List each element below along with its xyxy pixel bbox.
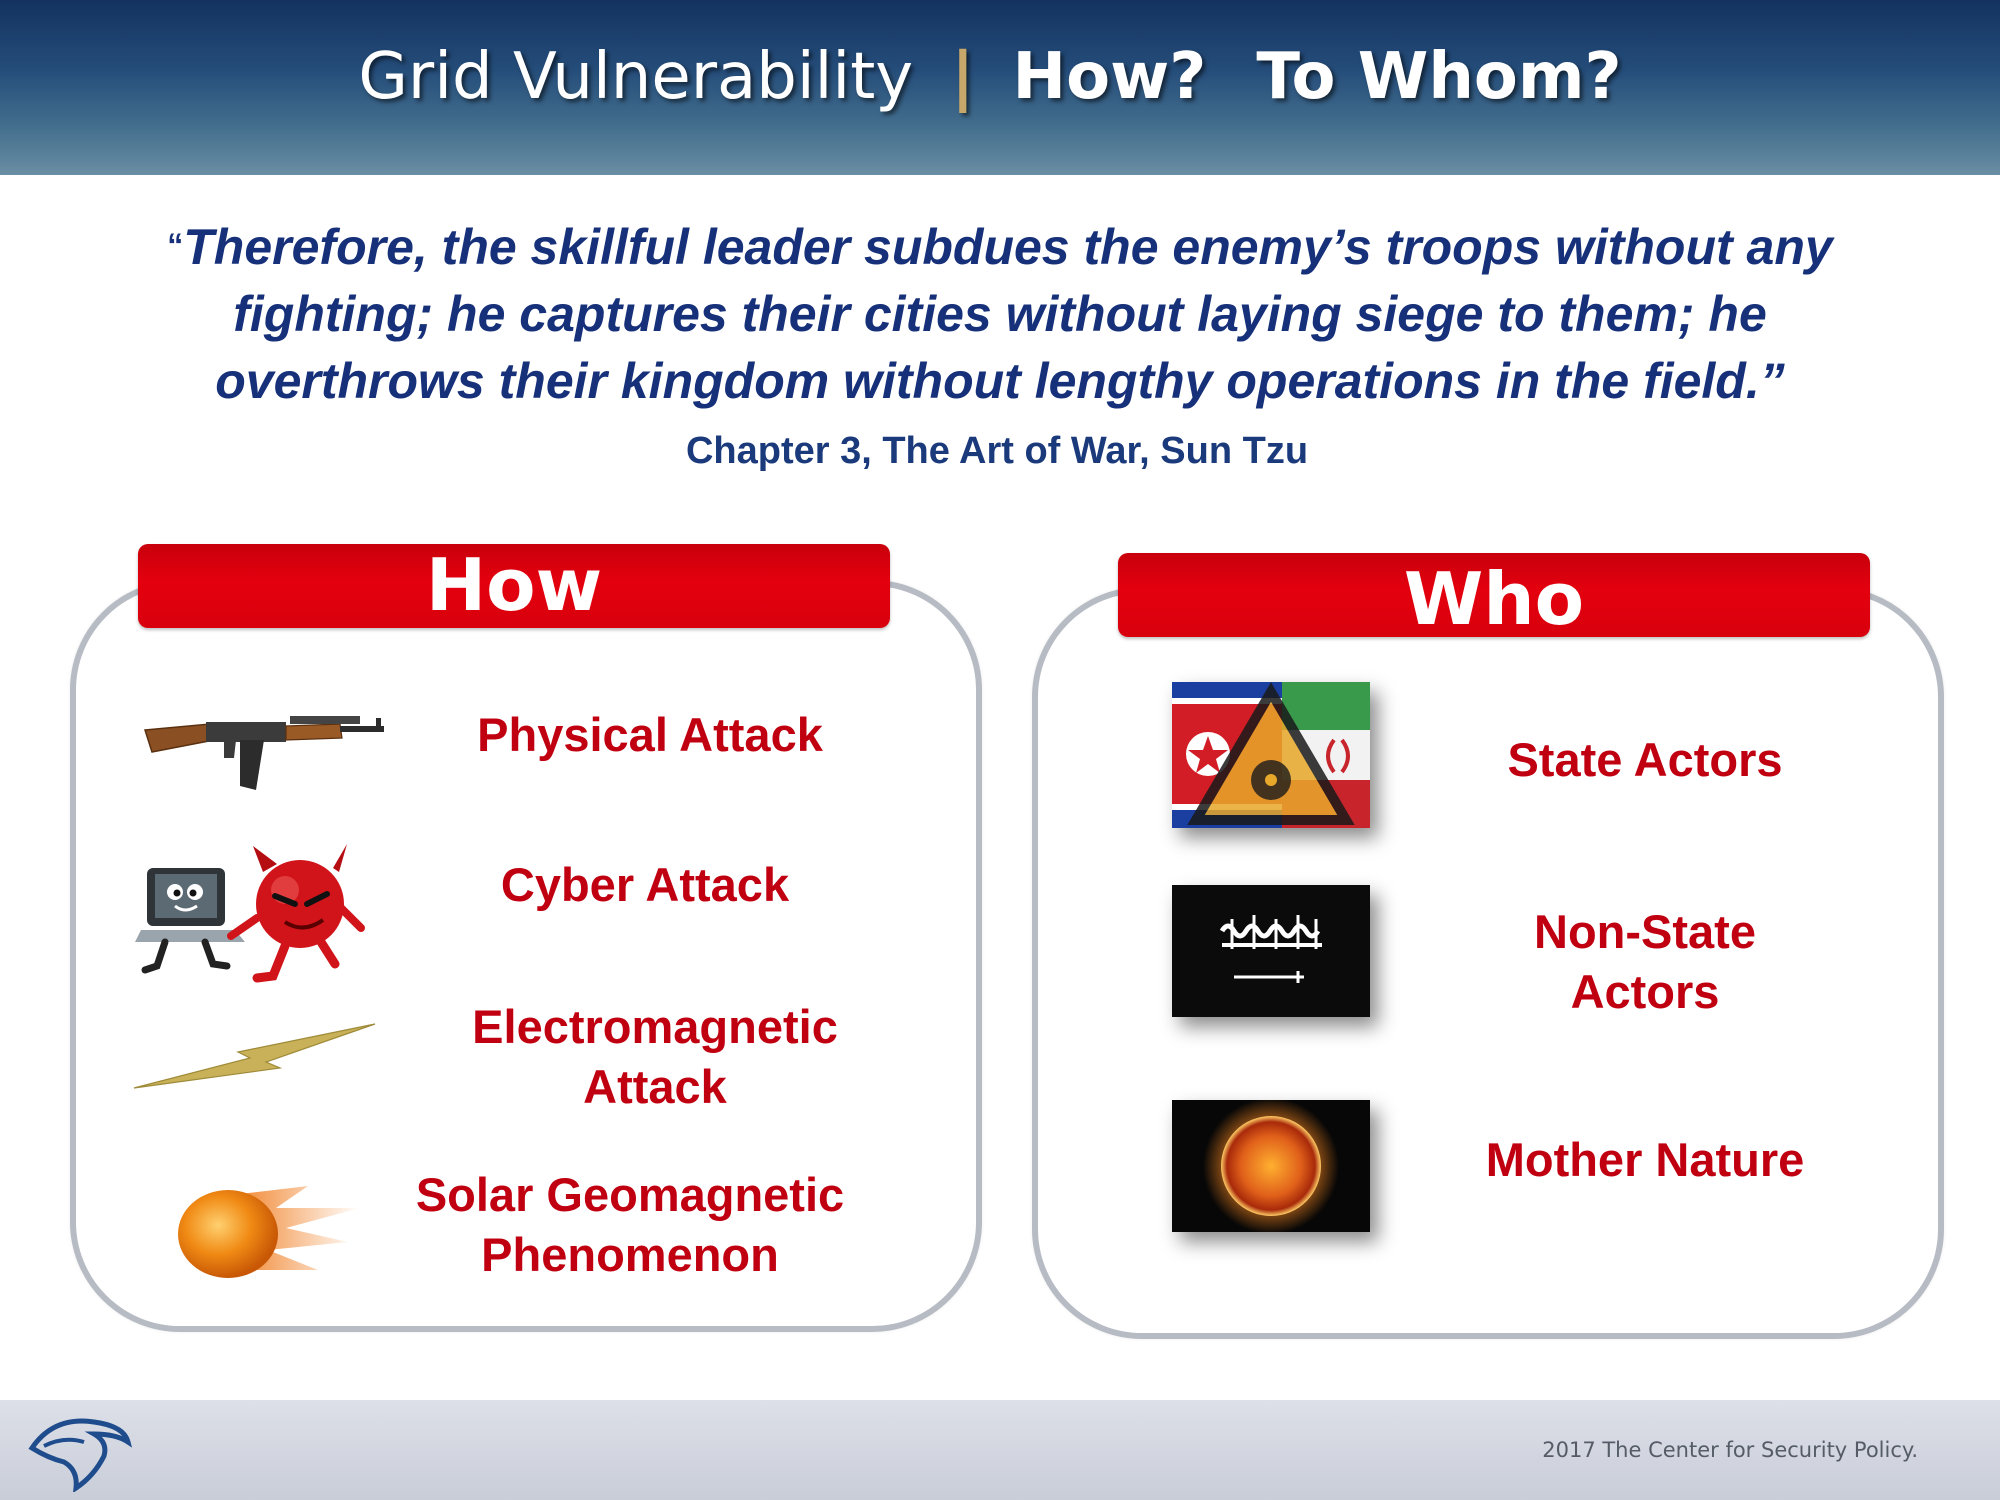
how-label-electromagnetic: Electromagnetic Attack bbox=[472, 1000, 838, 1113]
title-how: How? bbox=[1012, 40, 1207, 114]
title-separator: | bbox=[951, 40, 975, 114]
sun-image bbox=[1172, 1100, 1370, 1232]
quote-block bbox=[40, 212, 1960, 415]
quote-citation: Chapter 3, The Art of War, Sun Tzu bbox=[685, 430, 1309, 472]
quote-close-mark: ” bbox=[1759, 353, 1785, 409]
who-label-state: State Actors bbox=[1507, 733, 1783, 786]
computer-virus-icon bbox=[135, 838, 375, 988]
quote-open-mark: “ bbox=[167, 227, 184, 263]
quote-line-3: overthrows their kingdom without lengthy operations in the field.” bbox=[215, 353, 1785, 409]
who-label-non-state: Non-State Actors bbox=[1534, 905, 1756, 1018]
title-left: Grid Vulnerability bbox=[358, 40, 914, 114]
slide-title bbox=[0, 40, 1980, 114]
footer-bar bbox=[0, 1400, 2000, 1500]
title-whom: To Whom? bbox=[1256, 40, 1622, 114]
flags-radiation-warning-image bbox=[1172, 682, 1370, 828]
header-bar bbox=[0, 0, 2000, 175]
who-heading: Who bbox=[1118, 553, 1870, 637]
fireball-icon bbox=[168, 1178, 368, 1283]
how-label-cyber: Cyber Attack bbox=[500, 858, 790, 911]
who-label-mother-nature: Mother Nature bbox=[1485, 1133, 1805, 1186]
quote-line-2: fighting; he captures their cities without laying siege to them; he bbox=[233, 286, 1767, 342]
lightning-bolt-icon bbox=[130, 1018, 380, 1093]
how-heading: How bbox=[138, 544, 890, 628]
copyright-text: 2017 The Center for Security Policy. bbox=[1542, 1438, 1918, 1462]
eagle-logo-icon bbox=[24, 1412, 134, 1492]
how-label-solar: Solar Geomagnetic Phenomenon bbox=[415, 1168, 845, 1281]
quote-line-1: “Therefore, the skillful leader subdues the enemy’s troops without any bbox=[167, 219, 1833, 275]
rifle-icon bbox=[140, 700, 390, 795]
how-label-physical: Physical Attack bbox=[477, 708, 823, 761]
black-flag-image bbox=[1172, 885, 1370, 1017]
